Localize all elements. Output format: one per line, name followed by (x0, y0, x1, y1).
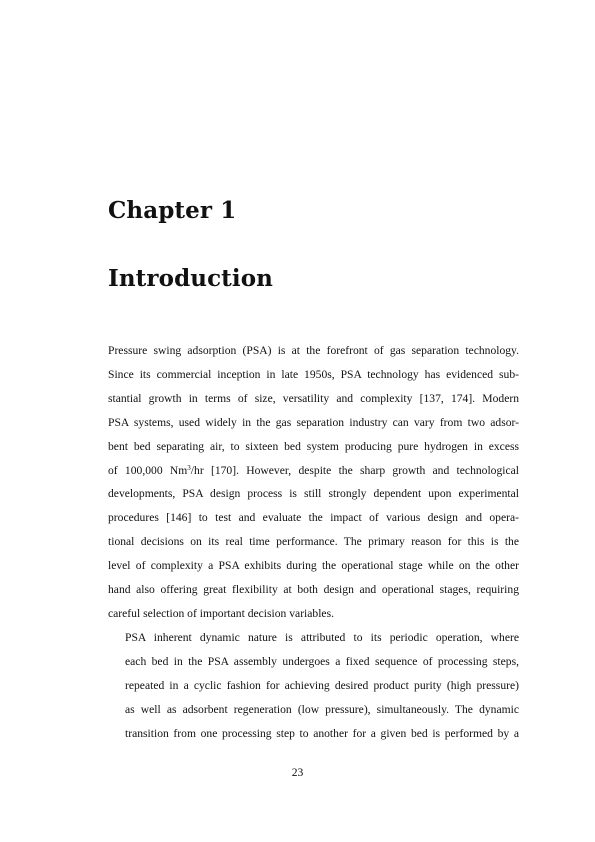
body-text (108, 339, 519, 745)
text-line: PSA inherent dynamic nature is attributed to its periodic operation, where (125, 630, 519, 644)
text-line: each bed in the PSA assembly undergoes a fixed sequence of processing steps, (125, 654, 519, 668)
text-line: as well as adsorbent regeneration (low pressure), simultaneously. The dynamic (125, 702, 519, 716)
text-line: Since its commercial inception in late 1950s, PSA technology has evidenced sub- (108, 367, 519, 381)
text-segment: /hr [170]. However, despite the sharp growth and technological (190, 463, 519, 477)
text-line: PSA systems, used widely in the gas separation industry can vary from two adsor- (108, 415, 519, 429)
text-line: Pressure swing adsorption (PSA) is at the forefront of gas separation technology. (108, 344, 519, 357)
paragraph-1 (108, 339, 519, 626)
text-line: transition from one processing step to another for a given bed is performed by a (125, 726, 519, 740)
text-line: hand also offering great flexibility at both design and operational stages, requiring (108, 583, 519, 597)
text-line: developments, PSA design process is still strongly dependent upon experimental (108, 487, 519, 501)
text-line-with-superscript (108, 459, 519, 483)
text-line: bent bed separating air, to sixteen bed system producing pure hydrogen in excess (108, 439, 519, 453)
chapter-label: Chapter 1 (108, 197, 237, 224)
text-line: tional decisions on its real time performance. The primary reason for this is the (108, 535, 519, 549)
text-line: repeated in a cyclic fashion for achieving desired product purity (high pressure) (125, 678, 519, 692)
paragraph-2 (108, 626, 519, 746)
text-segment: of 100,000 Nm (108, 463, 188, 477)
text-line: level of complexity a PSA exhibits during the operational stage while on the other (108, 559, 519, 573)
text-line: stantial growth in terms of size, versatility and complexity [137, 174]. Modern (108, 391, 519, 405)
chapter-title: Introduction (108, 265, 273, 292)
page-number: 23 (291, 766, 304, 779)
superscript: 3 (187, 463, 191, 472)
text-line: procedures [146] to test and evaluate the impact of various design and opera- (108, 511, 519, 525)
text-line: careful selection of important decision variables. (108, 606, 334, 620)
